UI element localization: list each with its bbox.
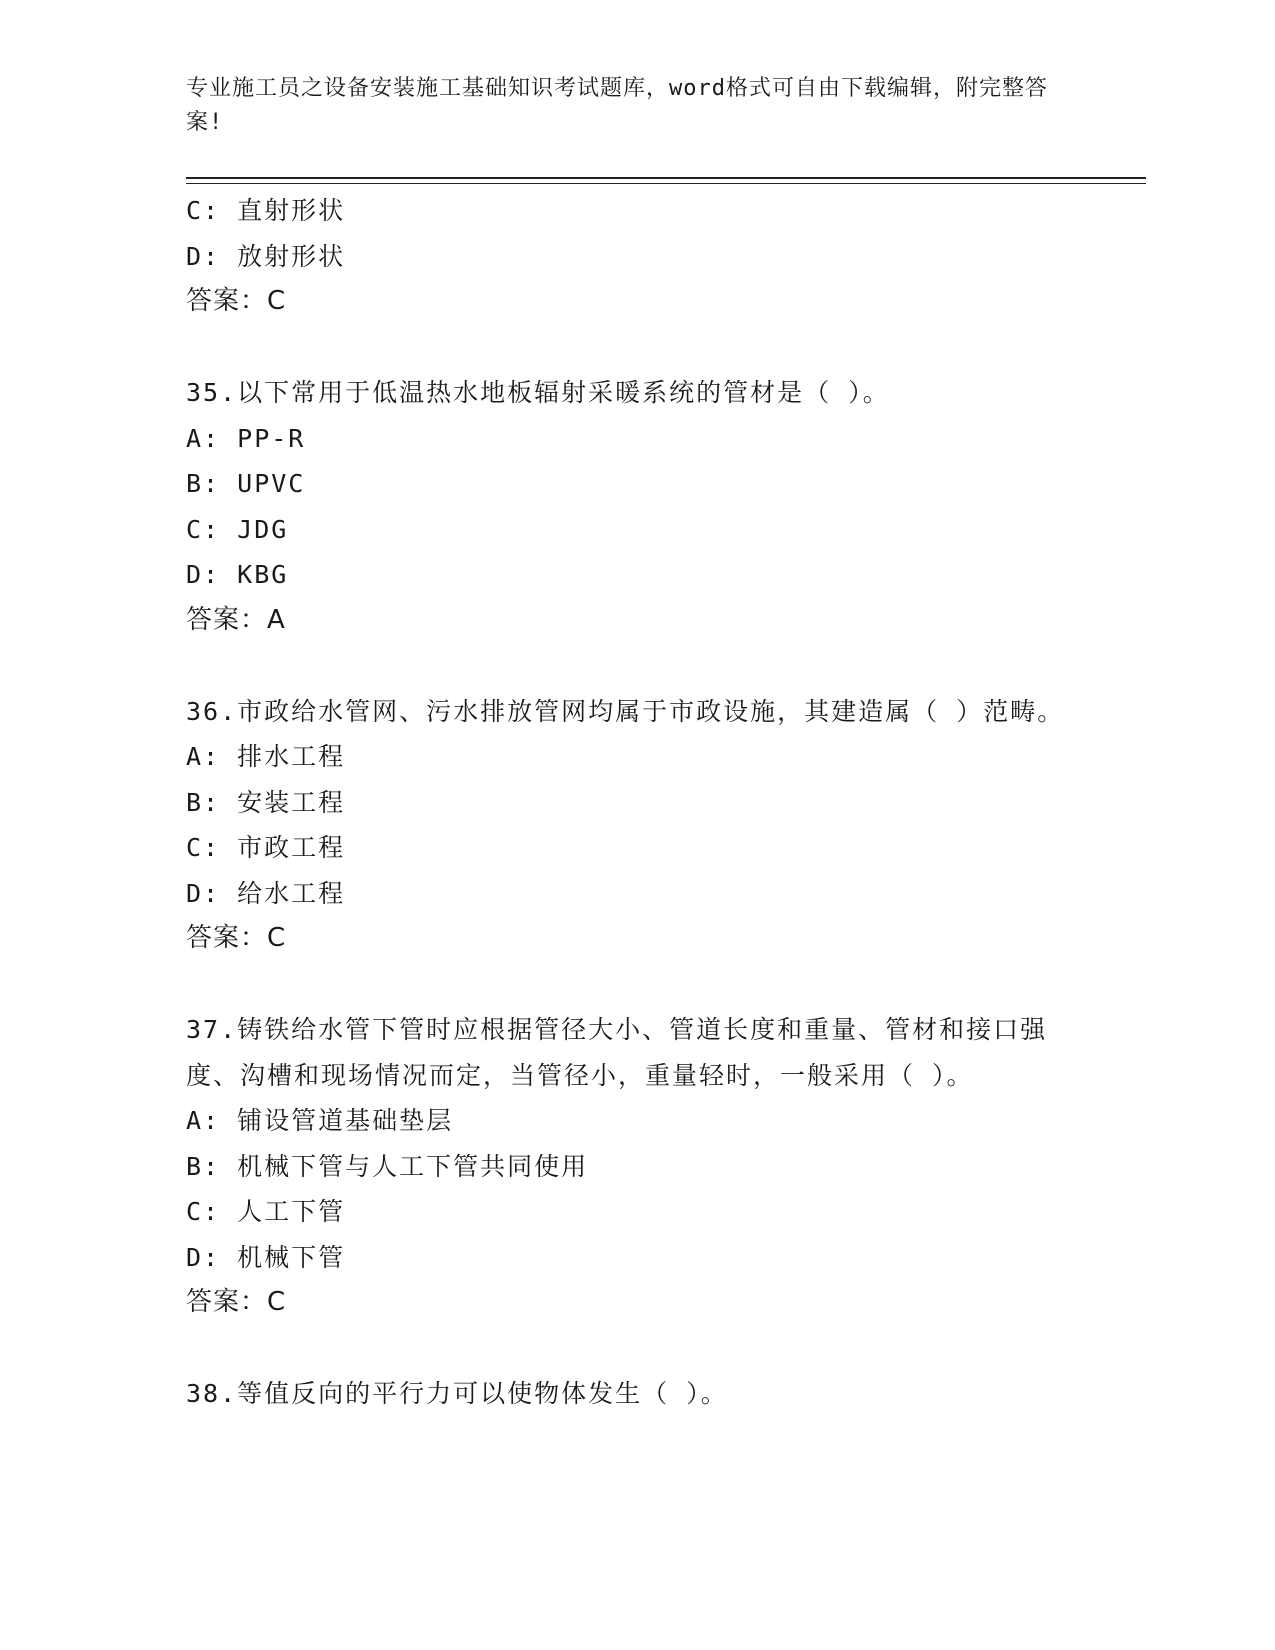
question-36: 36.市政给水管网、污水排放管网均属于市政设施，其建造属（ ）范畴。 xyxy=(186,696,1065,726)
answer: 答案：C xyxy=(186,923,287,953)
answer: 答案：C xyxy=(186,1287,287,1317)
question-37: 37.铸铁给水管下管时应根据管径大小、管道长度和重量、管材和接口强度、沟槽和现场情况而定，当管径小，重量轻时，一般采用（ ）。 xyxy=(186,1015,1048,1090)
option-b: B: UPVC xyxy=(186,469,306,498)
question-38: 38.等值反向的平行力可以使物体发生（ ）。 xyxy=(186,1379,728,1408)
option-d: D: 放射形状 xyxy=(186,241,346,271)
option-a: A: 排水工程 xyxy=(186,742,346,771)
document-header: 专业施工员之设备安装施工基础知识考试题库，word格式可自由下载编辑，附完整答案! xyxy=(186,76,1048,135)
spacer xyxy=(186,1326,1086,1372)
spacer xyxy=(186,325,1086,371)
question-35: 35.以下常用于低温热水地板辐射采暖系统的管材是（ ）。 xyxy=(186,378,890,407)
option-b: B: 机械下管与人工下管共同使用 xyxy=(186,1151,589,1181)
question-content xyxy=(186,188,1086,1417)
answer: 答案：C xyxy=(186,286,287,316)
option-d: D: KBG xyxy=(186,560,289,589)
option-b: B: 安装工程 xyxy=(186,787,346,817)
option-c: C: 直射形状 xyxy=(186,196,346,225)
spacer xyxy=(186,962,1086,1008)
option-a: A: 铺设管道基础垫层 xyxy=(186,1106,454,1135)
header-rule-thin xyxy=(186,183,1146,184)
option-d: D: 给水工程 xyxy=(186,878,346,908)
option-c: C: 市政工程 xyxy=(186,833,346,862)
spacer xyxy=(186,643,1086,689)
option-d: D: 机械下管 xyxy=(186,1242,346,1272)
answer: 答案：A xyxy=(186,604,286,635)
option-c: C: JDG xyxy=(186,514,289,544)
header-rule-thick xyxy=(186,177,1146,179)
option-c: C: 人工下管 xyxy=(186,1197,346,1226)
option-a: A: PP-R xyxy=(186,423,306,453)
